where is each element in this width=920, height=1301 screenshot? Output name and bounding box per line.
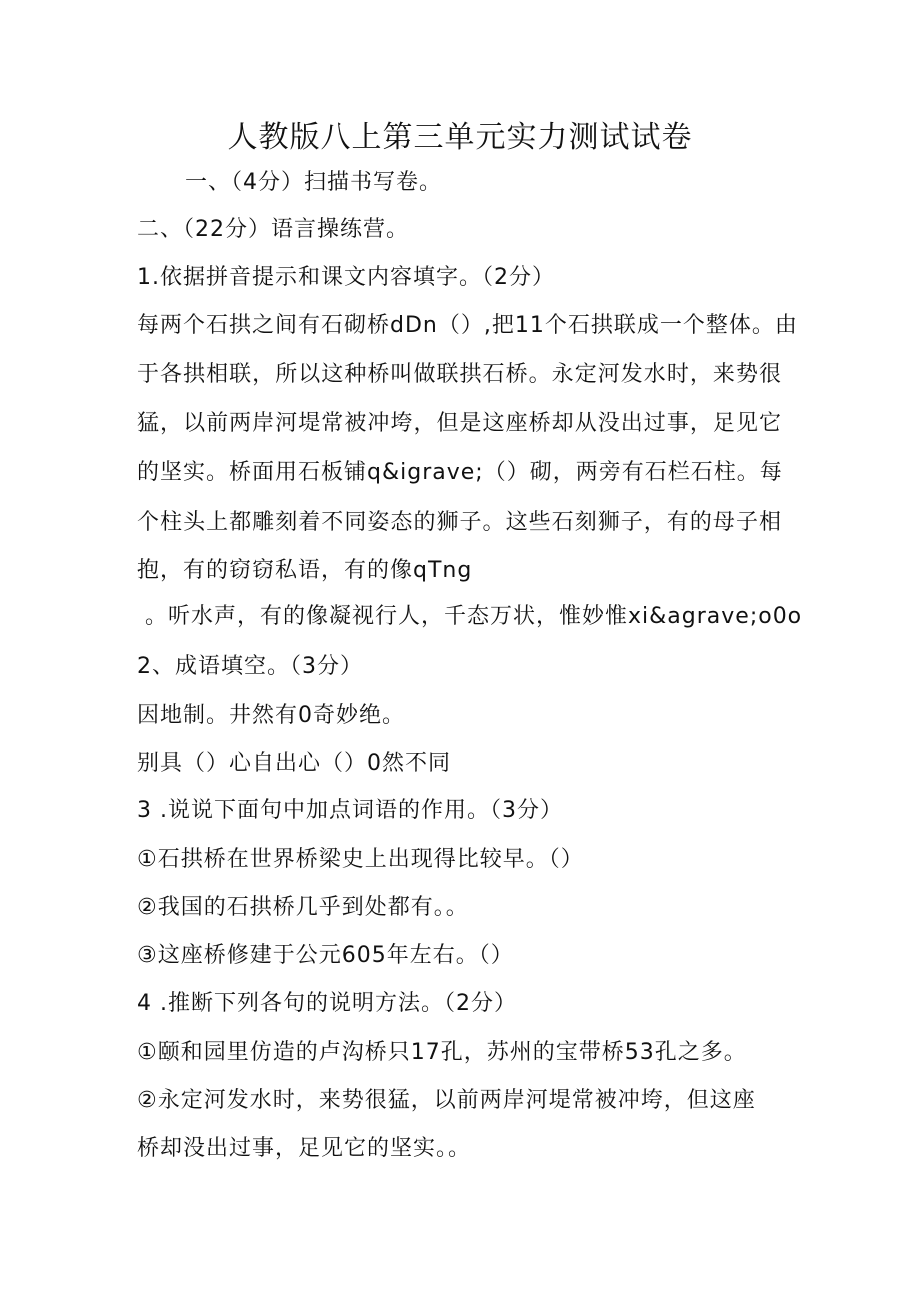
- question-3-item-3: ③这座桥修建于公元605年左右。（）: [137, 943, 514, 968]
- section-two-heading: 二、（22分）语言操练营。: [137, 217, 409, 242]
- idiom-line-1: 因地制。井然有0奇妙绝。: [137, 703, 405, 728]
- question-4-item-2-continued: 桥却没出过事，足见它的坚实。。: [137, 1136, 472, 1161]
- question-1-heading: 1.依据拼音提示和课文内容填字。（2分）: [137, 265, 555, 290]
- passage-line-7: 。听水声，有的像凝视行人，千态万状，惟妙惟xi&agrave;o0o: [145, 604, 803, 629]
- question-2-heading: 2、成语填空。（3分）: [137, 654, 363, 679]
- question-3-heading: 3 .说说下面句中加点词语的作用。（3分）: [137, 798, 563, 823]
- passage-line-4: 的坚实。桥面用石板铺q&igrave;（）砌，两旁有石栏石柱。每: [137, 460, 783, 485]
- question-3-item-2: ②我国的石拱桥几乎到处都有。。: [137, 895, 469, 920]
- question-3-item-1: ①石拱桥在世界桥梁史上出现得比较早。（）: [137, 847, 584, 872]
- passage-line-2: 于各拱相联，所以这种桥叫做联拱石桥。永定河发水时，来势很: [137, 362, 782, 387]
- idiom-line-2: 别具（）心自出心（）0然不同: [137, 751, 451, 776]
- question-4-heading: 4 .推断下列各句的说明方法。（2分）: [137, 991, 517, 1016]
- passage-line-6: 抱，有的窃窃私语，有的像qTng: [137, 558, 473, 583]
- passage-line-5: 个柱头上都雕刻着不同姿态的狮子。这些石刻狮子，有的母子相: [137, 510, 782, 535]
- passage-line-1: 每两个石拱之间有石砌桥dDn（）,把11个石拱联成一个整体。由: [137, 313, 798, 338]
- section-one-heading: 一、（4分）扫描书写卷。: [185, 170, 442, 195]
- page-title: 人教版八上第三单元实力测试试卷: [227, 120, 693, 155]
- passage-line-3: 猛，以前两岸河堤常被冲垮，但是这座桥却从没出过事，足见它: [137, 411, 782, 436]
- question-4-item-1: ①颐和园里仿造的卢沟桥只17孔，苏州的宝带桥53孔之多。: [137, 1040, 747, 1065]
- question-4-item-2: ②永定河发水时，来势很猛，以前两岸河堤常被冲垮，但这座: [137, 1088, 756, 1113]
